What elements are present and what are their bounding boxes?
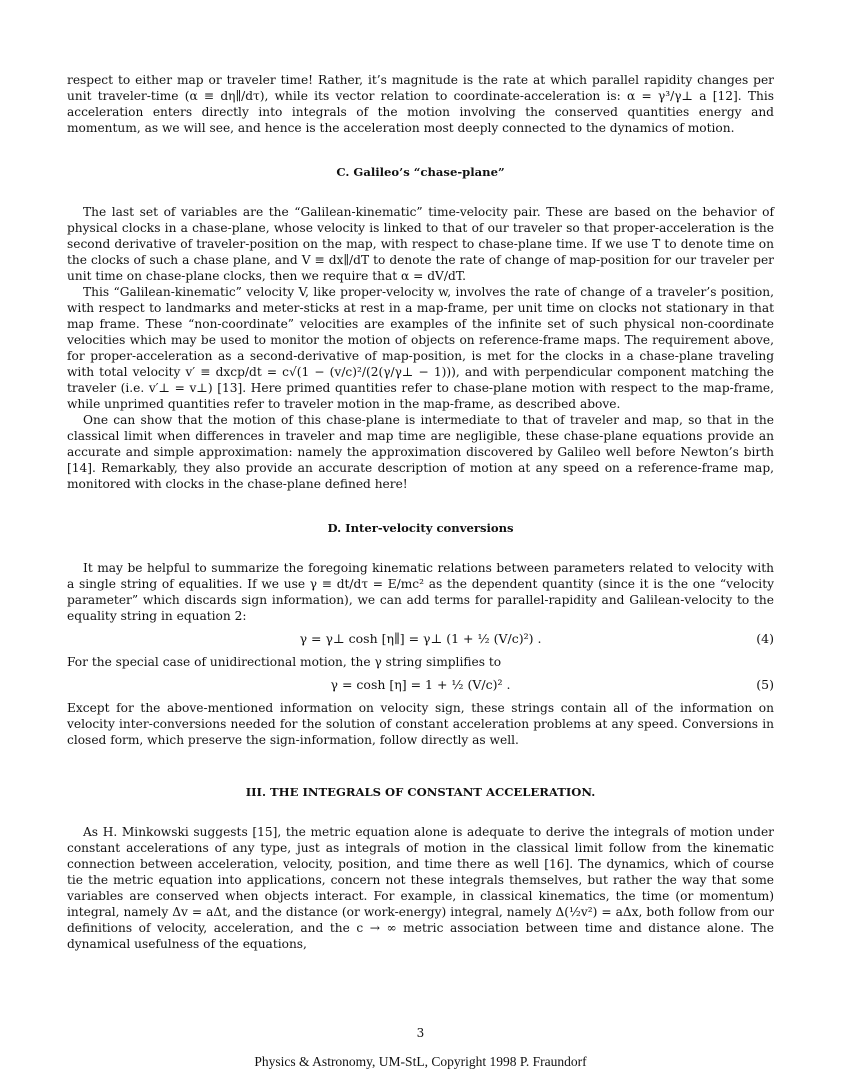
page-number: 3 — [416, 1026, 425, 1040]
equation-5 — [67, 670, 774, 700]
copyright-footer: Physics & Astronomy, UM-StL, Copyright 1998 P. Fraundorf — [254, 1054, 587, 1069]
section-c-paragraph-1: The last set of variables are the “Galilean-kinematic” time-velocity pair. These are based on the behavior of physical clocks in a chase-plane, whose velocity is linked to that of our traveler so that proper-acceleration is the second derivative of traveler-position on the map, with respect to chase-plane time. If we use T to denote time on the clocks of such a chase plane, and V ≡ dx∥/dT to denote the rate of change of map-position for our traveler per unit time on chase-plane clocks, then we require that α = dV/dT. — [67, 205, 774, 283]
section-3-heading: III. THE INTEGRALS OF CONSTANT ACCELERATION. — [245, 785, 596, 799]
section-d-paragraph-2: For the special case of unidirectional motion, the γ string simplifies to — [67, 655, 502, 669]
equation-4-number: (4) — [756, 631, 774, 646]
section-c-paragraph-2: This “Galilean-kinematic” velocity V, like proper-velocity w, involves the rate of change of a traveler’s position, with respect to landmarks and meter-sticks at rest in a map-frame, per unit time on clocks not stationary in that map frame. These “non-coordinate” velocities are examples of the infinite set of such physical non-coordinate velocities which may be used to monitor the motion of objects on reference-frame maps. The requirement above, for proper-acceleration as a second-derivative of map-position, is met for the clocks in a chase-plane traveling with total velocity v′ ≡ dxcp/dt = c√(1 − (v/c)²/(2(γ/γ⊥ − 1))), and with perpendicular component matching the traveler (i.e. v′⊥ = v⊥) [13]. Here primed quantities refer to chase-plane motion with respect to the map-frame, while unprimed quantities refer to traveler motion in the map-frame, as described above. — [67, 285, 774, 411]
equation-4 — [67, 624, 774, 654]
equation-5-number: (5) — [756, 677, 774, 692]
page-content — [67, 72, 774, 952]
equation-4-body: γ = γ⊥ cosh [η∥] = γ⊥ (1 + ½ (V/c)²) . — [299, 631, 542, 646]
equation-5-body: γ = cosh [η] = 1 + ½ (V/c)² . — [330, 677, 511, 692]
section-3-paragraph: As H. Minkowski suggests [15], the metric equation alone is adequate to derive the integrals of motion under constant accelerations of any type, just as integrals of motion in the classical limit follow from the kinematic connection between acceleration, velocity, position, and time there as well [16]. The dynamics, which of course tie the metric equation into applications, concern not these integrals themselves, but rather the way that some variables are conserved when objects interact. For example, in classical kinematics, the time (or momentum) integral, namely Δv = aΔt, and the distance (or work-energy) integral, namely Δ(½v²) = aΔx, both follow from our definitions of velocity, acceleration, and the c → ∞ metric association between time and distance alone. The dynamical usefulness of the equations, — [67, 825, 774, 951]
section-d-paragraph-3: Except for the above-mentioned information on velocity sign, these strings contain all of the information on velocity inter-conversions needed for the solution of constant acceleration problems at any speed. Conversions in closed form, which preserve the sign-information, follow directly as well. — [67, 701, 774, 747]
intro-paragraph: respect to either map or traveler time! Rather, it’s magnitude is the rate at which parallel rapidity changes per unit traveler-time (α ≡ dη∥/dτ), while its vector relation to coordinate-acceleration is: α = γ³/γ⊥ a [12]. This acceleration enters directly into integrals of the motion involving the conserved quantities energy and momentum, as we will see, and hence is the acceleration most deeply connected to the dynamics of motion. — [67, 73, 774, 135]
section-d-heading: D. Inter-velocity conversions — [327, 521, 514, 535]
section-c-heading: C. Galileo’s “chase-plane” — [336, 165, 505, 179]
section-c-paragraph-3: One can show that the motion of this chase-plane is intermediate to that of traveler and map, so that in the classical limit when differences in traveler and map time are negligible, these chase-plane equations provide an accurate and simple approximation: namely the approximation discovered by Galileo well before Newton’s birth [14]. Remarkably, they also provide an accurate description of motion at any speed on a reference-frame map, monitored with clocks in the chase-plane defined here! — [67, 413, 774, 491]
section-d-paragraph-1: It may be helpful to summarize the foregoing kinematic relations between parameters related to velocity with a single string of equalities. If we use γ ≡ dt/dτ = E/mc² as the dependent quantity (since it is the one “velocity parameter” which discards sign information), we can add terms for parallel-rapidity and Galilean-velocity to the equality string in equation 2: — [67, 561, 774, 623]
